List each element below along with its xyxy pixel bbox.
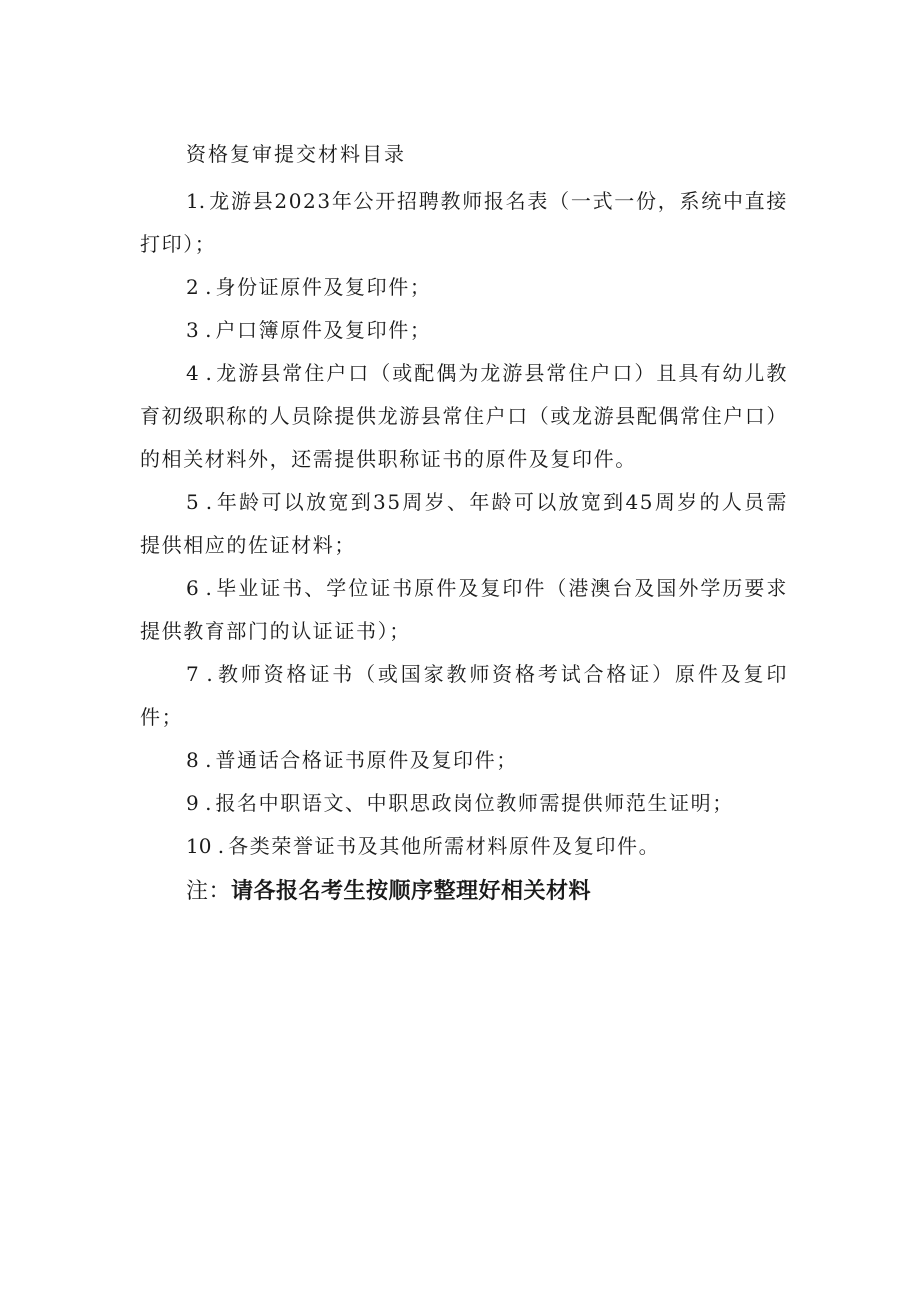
- list-item: [140, 739, 788, 782]
- item-number: 10 .: [186, 834, 225, 858]
- item-number: 2 .: [186, 275, 212, 299]
- item-number: 3 .: [186, 318, 212, 342]
- item-number: 4 .: [186, 361, 212, 385]
- item-text: 各类荣誉证书及其他所需材料原件及复印件。: [228, 834, 661, 858]
- materials-list: [140, 180, 788, 868]
- note: [186, 870, 788, 914]
- item-text: 户口簿原件及复印件；: [215, 318, 432, 342]
- note-label: 注：: [186, 879, 232, 904]
- item-number: 5 .: [186, 490, 213, 514]
- list-item: [140, 309, 788, 352]
- list-item: [140, 352, 788, 481]
- item-number: 1.: [186, 189, 206, 213]
- item-text: 毕业证书、学位证书原件及复印件（港澳台及国外学历要求提供教育部门的认证证书）；: [140, 576, 788, 643]
- item-text: 普通话合格证书原件及复印件；: [215, 748, 518, 772]
- list-item: [140, 653, 788, 739]
- list-item: [140, 567, 788, 653]
- item-text: 龙游县常住户口（或配偶为龙游县常住户口）且具有幼儿教育初级职称的人员除提供龙游县常住户口（或龙游县配偶常住户口）的相关材料外，还需提供职称证书的原件及复印件。: [140, 361, 788, 471]
- item-number: 6 .: [186, 576, 212, 600]
- item-text: 年龄可以放宽到35周岁、年龄可以放宽到45周岁的人员需提供相应的佐证材料；: [140, 490, 788, 557]
- list-item: [140, 266, 788, 309]
- item-text: 报名中职语文、中职思政岗位教师需提供师范生证明；: [215, 791, 734, 815]
- item-number: 7 .: [186, 662, 213, 686]
- list-item: [140, 825, 788, 868]
- item-number: 9 .: [186, 791, 212, 815]
- note-text: 请各报名考生按顺序整理好相关材料: [231, 879, 592, 904]
- list-item: [140, 481, 788, 567]
- item-text: 教师资格证书（或国家教师资格考试合格证）原件及复印件；: [140, 662, 788, 729]
- document-body: [140, 136, 788, 914]
- document-title: 资格复审提交材料目录: [186, 142, 406, 166]
- item-text: 龙游县2023年公开招聘教师报名表（一式一份，系统中直接打印）；: [140, 189, 788, 256]
- list-item: [140, 782, 788, 825]
- list-item: [140, 180, 788, 266]
- item-number: 8 .: [186, 748, 212, 772]
- item-text: 身份证原件及复印件；: [215, 275, 432, 299]
